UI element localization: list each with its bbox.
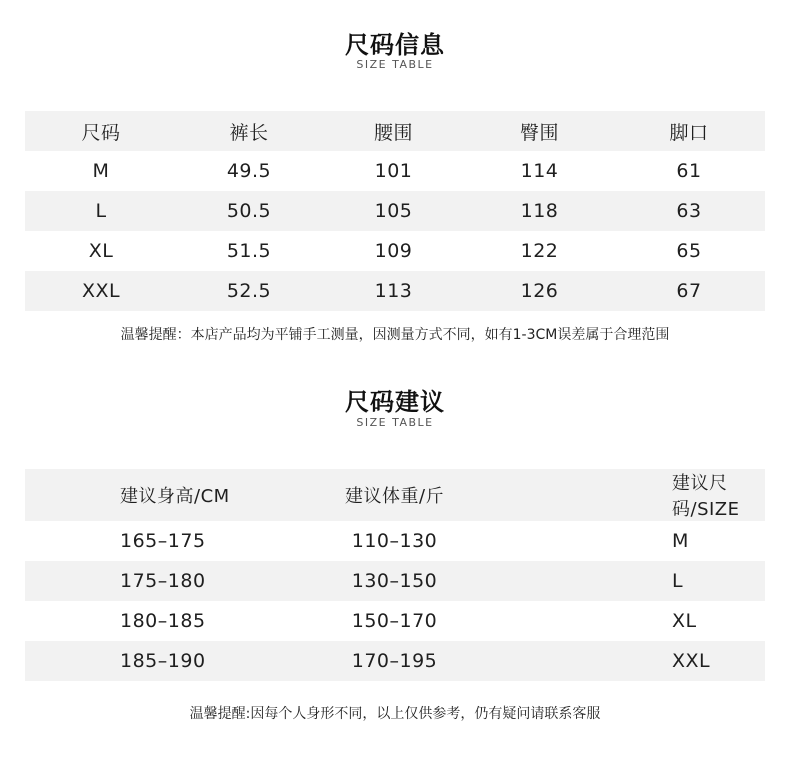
cell-leg-opening: 65 <box>676 240 702 262</box>
measurement-note: 温馨提醒：本店产品均为平铺手工测量，因测量方式不同，如有1-3CM误差属于合理范围 <box>120 327 670 343</box>
cell-leg-opening: 63 <box>676 200 702 222</box>
cell-height: 185–190 <box>120 650 206 672</box>
cell-pants-length: 51.5 <box>226 240 272 262</box>
table-row <box>25 271 765 311</box>
cell-recommended-size: L <box>672 570 684 592</box>
cell-weight: 110–130 <box>351 530 438 552</box>
header-weight: 建议体重/斤 <box>344 486 445 507</box>
header-size: 尺码 <box>81 121 121 144</box>
cell-size: M <box>92 160 110 182</box>
cell-recommended-size: M <box>672 530 689 552</box>
cell-size: L <box>95 200 107 222</box>
size-recommend-title: 尺码建议 <box>345 388 445 416</box>
size-recommend-subtitle: SIZE TABLE <box>356 416 434 429</box>
fit-note: 温馨提醒:因每个人身形不同，以上仅供参考，仍有疑问请联系客服 <box>189 706 601 722</box>
cell-leg-opening: 61 <box>676 160 702 182</box>
table-row <box>25 191 765 231</box>
cell-height: 175–180 <box>120 570 206 592</box>
table-row <box>25 521 765 561</box>
table-row <box>25 641 765 681</box>
cell-pants-length: 49.5 <box>226 160 272 182</box>
cell-weight: 170–195 <box>351 650 438 672</box>
cell-hip: 126 <box>520 280 559 302</box>
cell-recommended-size: XXL <box>672 650 711 672</box>
cell-height: 180–185 <box>120 610 206 632</box>
cell-hip: 114 <box>520 160 559 182</box>
table-row <box>25 601 765 641</box>
size-info-subtitle: SIZE TABLE <box>356 58 434 71</box>
header-height: 建议身高/CM <box>120 486 230 507</box>
size-info-table <box>25 111 765 311</box>
size-recommend-table <box>25 469 765 681</box>
cell-height: 165–175 <box>120 530 206 552</box>
header-hip: 臀围 <box>519 121 559 144</box>
cell-size: XXL <box>81 280 121 302</box>
header-pants-length: 裤长 <box>229 121 269 144</box>
header-leg-opening: 脚口 <box>669 121 709 144</box>
table-header-row <box>25 469 765 521</box>
cell-recommended-size: XL <box>672 610 697 632</box>
cell-pants-length: 50.5 <box>226 200 272 222</box>
header-waist: 腰围 <box>373 121 413 144</box>
cell-pants-length: 52.5 <box>226 280 272 302</box>
cell-hip: 122 <box>520 240 559 262</box>
cell-size: XL <box>88 240 114 262</box>
cell-hip: 118 <box>520 200 559 222</box>
table-header-row <box>25 111 765 151</box>
cell-waist: 105 <box>374 200 413 222</box>
cell-weight: 130–150 <box>351 570 438 592</box>
table-row <box>25 561 765 601</box>
cell-waist: 113 <box>374 280 413 302</box>
table-row <box>25 151 765 191</box>
cell-weight: 150–170 <box>351 610 438 632</box>
cell-waist: 109 <box>374 240 413 262</box>
table-row <box>25 231 765 271</box>
cell-leg-opening: 67 <box>676 280 702 302</box>
cell-waist: 101 <box>374 160 413 182</box>
header-recommended-size: 建议尺码/SIZE <box>672 473 740 520</box>
size-info-title: 尺码信息 <box>345 31 445 59</box>
